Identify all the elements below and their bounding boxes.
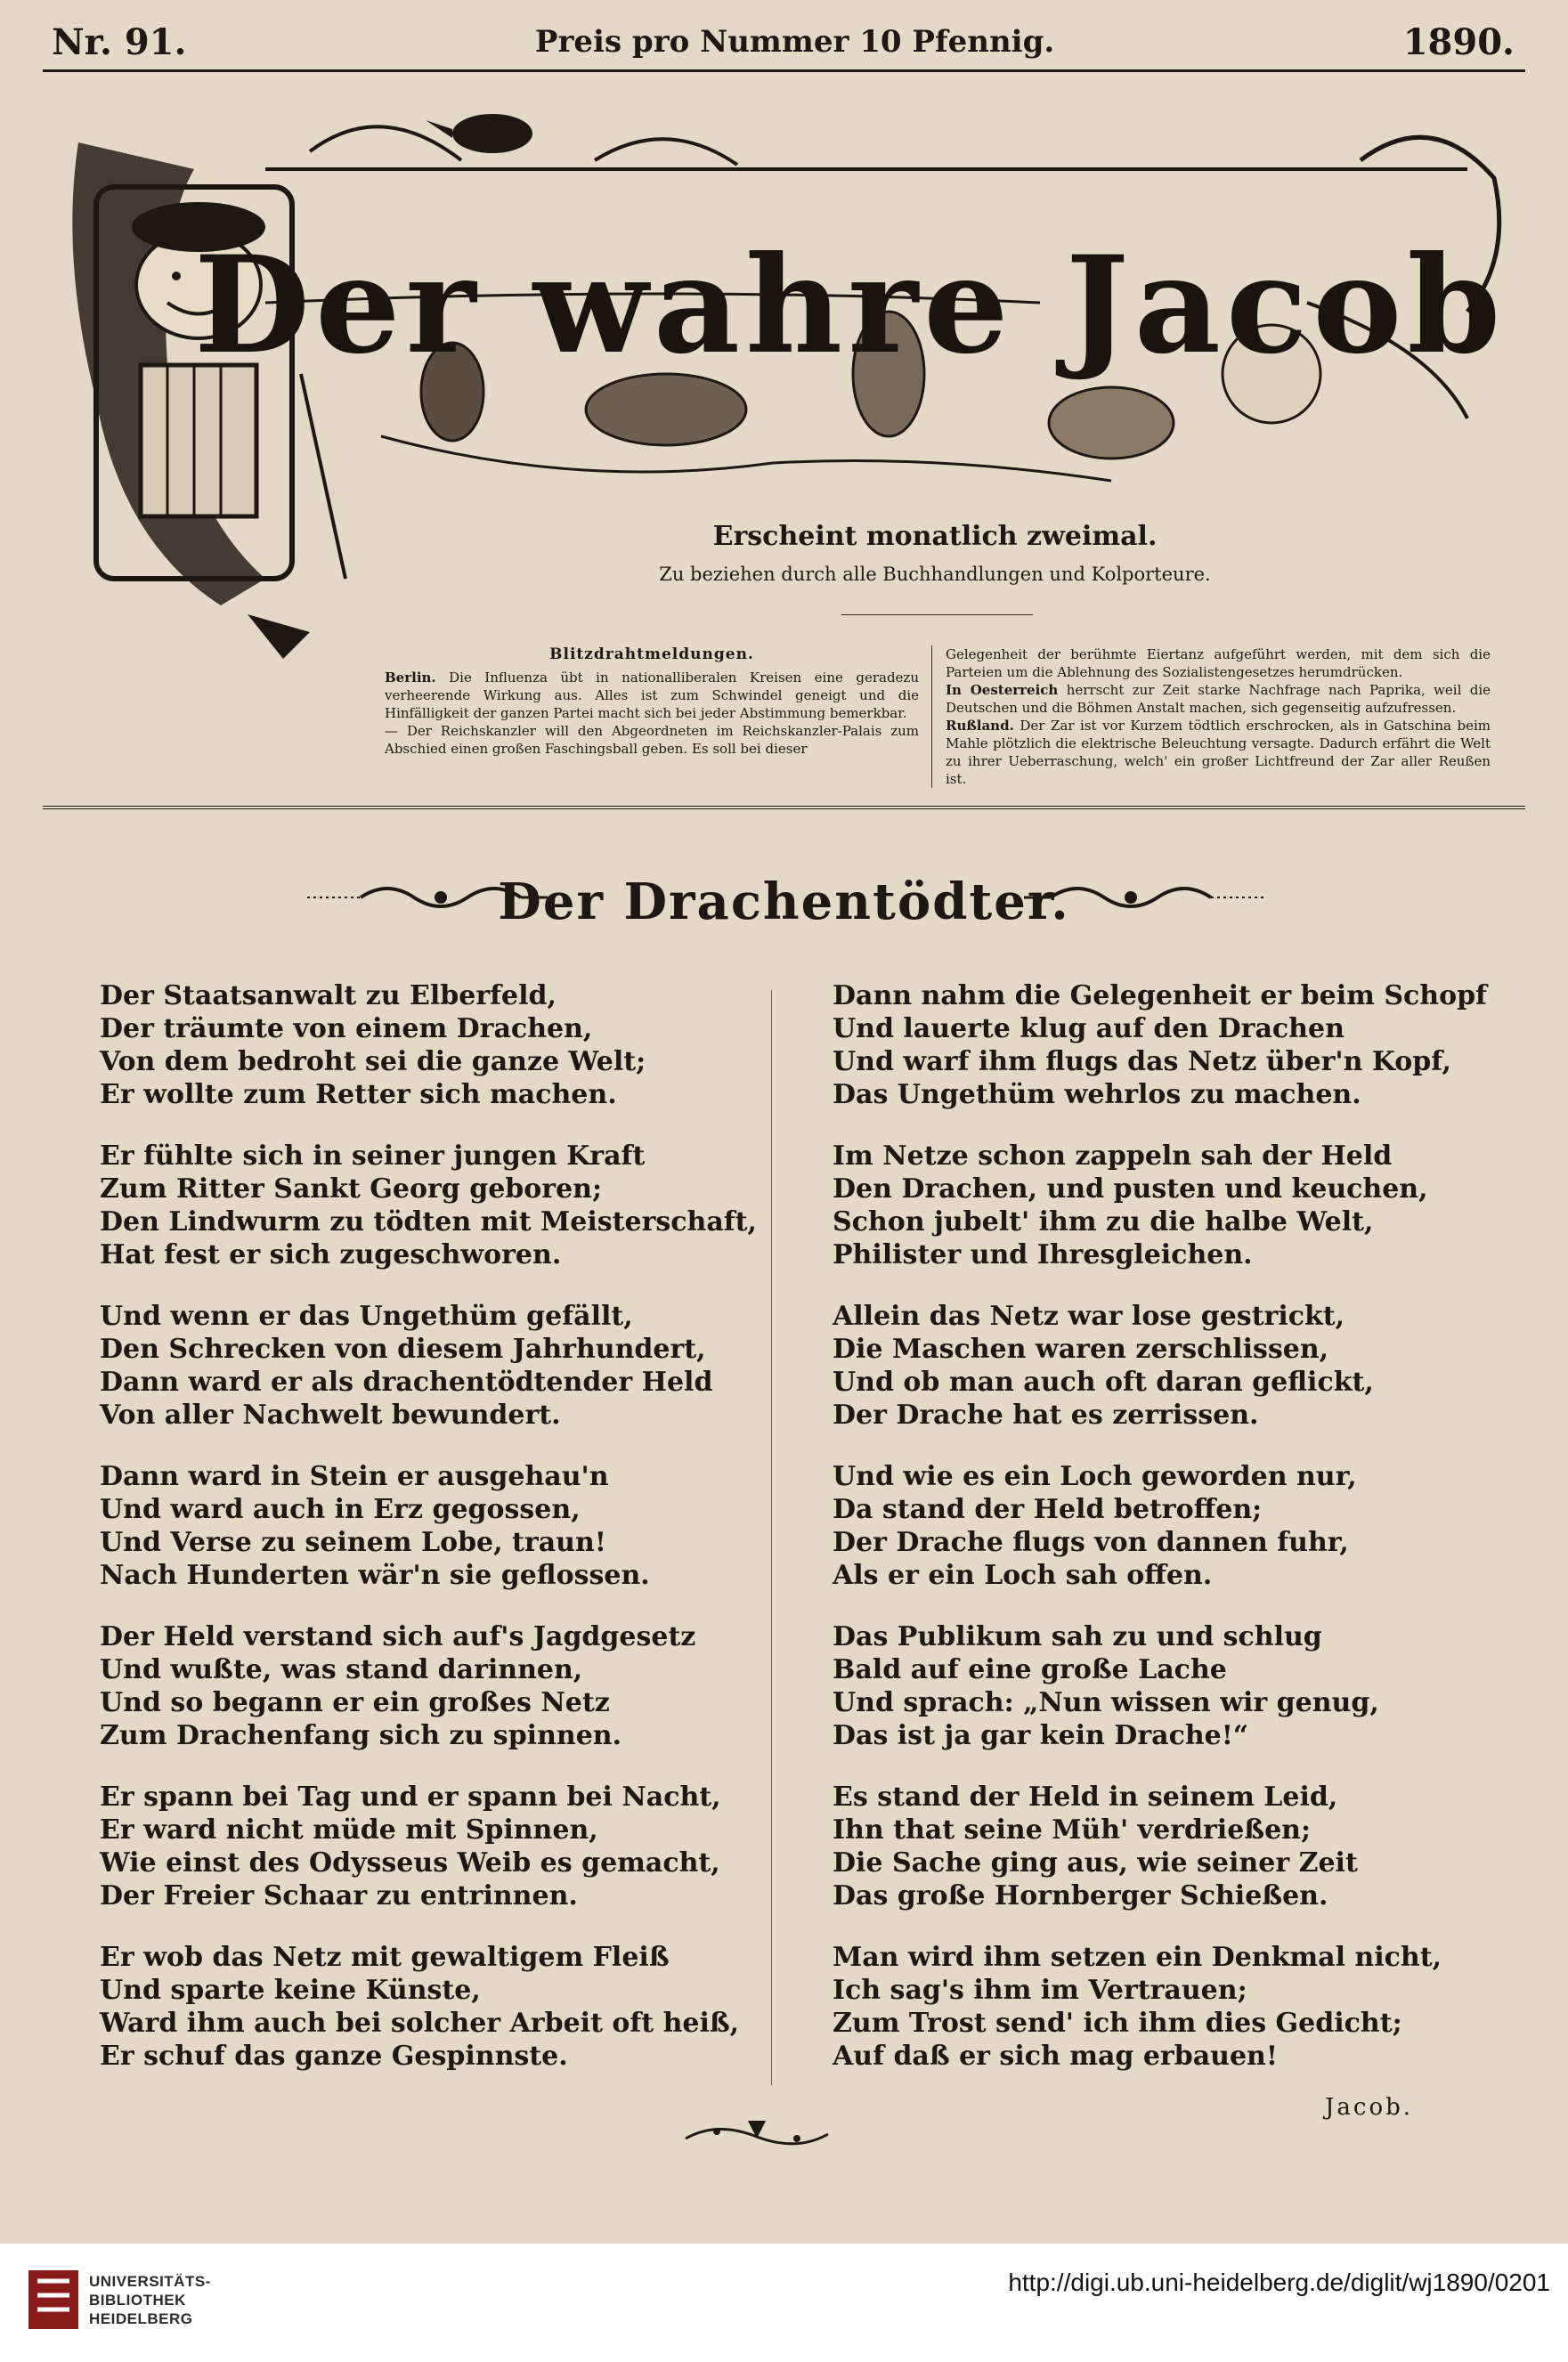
poem-line: Die Maschen waren zerschlissen, — [833, 1334, 1329, 1365]
poem-stanza — [833, 1781, 1483, 1912]
poem-line: Er ward nicht müde mit Spinnen, — [100, 1814, 598, 1846]
poem-line: Und wußte, was stand darinnen, — [100, 1654, 583, 1685]
column-divider — [771, 990, 772, 2085]
poem-line: Das große Hornberger Schießen. — [833, 1880, 1328, 1912]
poem-stanza — [100, 1781, 741, 1912]
poem-stanza — [100, 1140, 757, 1271]
poem-stanza — [833, 1460, 1483, 1592]
news-heading: Blitzdrahtmeldungen. — [549, 645, 754, 663]
poem-line: Und wie es ein Loch geworden nur, — [833, 1461, 1357, 1492]
poem-line: Zum Ritter Sankt Georg geboren; — [100, 1173, 603, 1205]
poem-line: Dann ward in Stein er ausgehau'n — [100, 1461, 609, 1492]
news-item-text: herrscht zur Zeit starke Nachfrage nach Paprika, weil die Deutschen und die Böhmen Anstalt machen, sich gegenseitig aufzufressen. — [946, 682, 1491, 716]
header-rule — [43, 69, 1525, 72]
frequency-note: Erscheint monatlich zweimal. — [712, 521, 1158, 552]
issue-number: Nr. 91. — [52, 20, 187, 63]
poem-line: Er fühlte sich in seiner jungen Kraft — [100, 1140, 646, 1172]
poem-line: Er spann bei Tag und er spann bei Nacht, — [100, 1782, 721, 1813]
poem-line: Er schuf das ganze Gespinnste. — [100, 2041, 568, 2072]
library-footer — [0, 2244, 1568, 2362]
right-ornament-icon — [1024, 880, 1264, 915]
news-item — [385, 669, 919, 722]
poem-line: Der Drache flugs von dannen fuhr, — [833, 1527, 1349, 1558]
poem-line: Von aller Nachwelt bewundert. — [100, 1400, 561, 1431]
poem-stanza — [833, 1620, 1483, 1752]
poem-line: Ich sag's ihm im Vertrauen; — [833, 1975, 1247, 2006]
poem-line: Und sprach: „Nun wissen wir genug, — [833, 1687, 1379, 1718]
poem-line: Das Ungethüm wehrlos zu machen. — [833, 1079, 1361, 1110]
poem-line: Den Drachen, und pusten und keuchen, — [833, 1173, 1428, 1205]
poem-stanza — [833, 1941, 1483, 2073]
poem-line: Dann nahm die Gelegenheit er beim Schopf — [833, 980, 1487, 1011]
poem-line: Der Staatsanwalt zu Elberfeld, — [100, 980, 557, 1011]
poem-stanza — [100, 1460, 741, 1592]
news-item-text: Die Influenza übt in nationalliberalen Kreisen eine geradezu verheerende Wirkung aus. Alles ist zum Schwindel geneigt und die Hinfälligkeit der ganzen Partei macht sich bei jeder Abstimmung bemerkbar. — [385, 670, 919, 721]
poem-line: Zum Drachenfang sich zu spinnen. — [100, 1720, 622, 1751]
poem-line: Und Verse zu seinem Lobe, traun! — [100, 1527, 606, 1558]
library-name-line: BIBLIOTHEK — [89, 2292, 186, 2309]
poem-stanza — [100, 1941, 741, 2073]
poem-line: Es stand der Held in seinem Leid, — [833, 1782, 1338, 1813]
poem-line: Und so begann er ein großes Netz — [100, 1687, 610, 1718]
news-item — [946, 645, 1491, 681]
poem-stanza — [100, 1620, 741, 1752]
poem-line: Nach Hunderten wär'n sie geflossen. — [100, 1560, 650, 1591]
poem-line: Und warf ihm flugs das Netz über'n Kopf, — [833, 1046, 1451, 1077]
poem-line: Der Freier Schaar zu entrinnen. — [100, 1880, 578, 1912]
news-column-left — [385, 645, 919, 758]
poem-line: Wie einst des Odysseus Weib es gemacht, — [100, 1847, 720, 1879]
library-name — [89, 2272, 211, 2328]
news-item — [385, 722, 919, 758]
poem-line: Bald auf eine große Lache — [833, 1654, 1227, 1685]
poem-column-left — [100, 979, 757, 2101]
poem-line: Auf daß er sich mag erbauen! — [833, 2041, 1279, 2072]
poem-stanza — [100, 979, 741, 1111]
library-name-line: UNIVERSITÄTS- — [89, 2273, 211, 2290]
poem-title-text: Der Drachentödter. — [498, 873, 1070, 931]
university-seal-icon — [27, 2269, 80, 2331]
poem-line: Die Sache ging aus, wie seiner Zeit — [833, 1847, 1358, 1879]
poem-line: Man wird ihm setzen ein Denkmal nicht, — [833, 1942, 1442, 1973]
poem-column-right — [833, 979, 1487, 2101]
news-item-text: Gelegenheit der berühmte Eiertanz aufgeführt werden, mit dem sich die Parteien um die Ablehnung des Sozialistengesetzes herumdrücken. — [946, 646, 1491, 680]
poem-line: Als er ein Loch sah offen. — [833, 1560, 1213, 1591]
poem-line: Den Schrecken von diesem Jahrhundert, — [100, 1334, 706, 1365]
poem-line: Dann ward er als drachentödtender Held — [100, 1367, 713, 1398]
library-name-line: HEIDELBERG — [89, 2310, 193, 2327]
poem-line: Ihn that seine Müh' verdrießen; — [833, 1814, 1312, 1846]
poem-title — [0, 873, 1568, 931]
poem-line: Der Drache hat es zerrissen. — [833, 1400, 1259, 1431]
subtitle-rule — [841, 614, 1033, 615]
poem-line: Und sparte keine Künste, — [100, 1975, 481, 2006]
issue-price: Preis pro Nummer 10 Pfennig. — [534, 24, 1055, 60]
news-item — [946, 681, 1491, 717]
tail-ornament-icon — [681, 2112, 833, 2156]
poem-stanza — [833, 1300, 1483, 1432]
poem-line: Von dem bedroht sei die ganze Welt; — [100, 1046, 646, 1077]
section-rule — [43, 806, 1525, 813]
news-item — [946, 717, 1491, 788]
poem-line: Da stand der Held betroffen; — [833, 1494, 1263, 1525]
poem-line: Allein das Netz war lose gestrickt, — [833, 1301, 1345, 1332]
poem-line: Und wenn er das Ungethüm gefällt, — [100, 1301, 633, 1332]
poem-line: Hat fest er sich zugeschworen. — [100, 1239, 562, 1270]
poem-line: Den Lindwurm zu tödten mit Meisterschaft, — [100, 1206, 757, 1238]
poem-line: Und ward auch in Erz gegossen, — [100, 1494, 581, 1525]
poem-line: Er wob das Netz mit gewaltigem Fleiß — [100, 1942, 670, 1973]
news-item-lead: In Oesterreich — [946, 682, 1059, 698]
poem-author: Jacob. — [1325, 2094, 1414, 2121]
poem-line: Der träumte von einem Drachen, — [100, 1013, 593, 1044]
poem-stanza — [833, 979, 1487, 1111]
poem-line: Und ob man auch oft daran geflickt, — [833, 1367, 1374, 1398]
news-item-text: Der Zar ist vor Kurzem tödtlich erschrocken, als in Gatschina beim Mahle plötzlich die elektrische Beleuchtung versagte. Dadurch erfährt die Welt zu ihrer Ueberraschung, welch' ein großer Lichtfreund der Zar aller Reußen ist. — [946, 718, 1491, 787]
news-column-right — [946, 645, 1491, 788]
poem-line: Der Held verstand sich auf's Jagdgesetz — [100, 1621, 696, 1652]
poem-line: Im Netze schon zappeln sah der Held — [833, 1140, 1393, 1172]
distribution-note: Zu beziehen durch alle Buchhandlungen und Kolporteure. — [659, 564, 1211, 585]
poem-line: Zum Trost send' ich ihm dies Gedicht; — [833, 2008, 1402, 2039]
poem-line: Das Publikum sah zu und schlug — [833, 1621, 1322, 1652]
poem-stanza — [100, 1300, 741, 1432]
poem-line: Und lauerte klug auf den Drachen — [833, 1013, 1345, 1044]
poem-stanza — [833, 1140, 1483, 1271]
news-divider — [931, 645, 932, 788]
header-line — [52, 20, 1515, 64]
poem-line: Schon jubelt' ihm zu die halbe Welt, — [833, 1206, 1374, 1238]
news-item-text: — Der Reichskanzler will den Abgeordneten im Reichskanzler-Palais zum Abschied einen großen Faschingsball geben. Es soll bei dieser — [385, 723, 919, 757]
news-item-lead: Berlin. — [385, 670, 436, 686]
poem-line: Philister und Ihresgleichen. — [833, 1239, 1253, 1270]
poem-line: Er wollte zum Retter sich machen. — [100, 1079, 617, 1110]
poem-line: Ward ihm auch bei solcher Arbeit oft heiß, — [100, 2008, 740, 2039]
masthead-title: Der wahre Jacob — [194, 227, 1507, 384]
source-url-link[interactable]: http://digi.ub.uni-heidelberg.de/diglit/wj1890/0201 — [1008, 2269, 1550, 2296]
poem-line: Das ist ja gar kein Drache!“ — [833, 1720, 1249, 1751]
issue-year: 1890. — [1402, 20, 1515, 63]
news-item-lead: Rußland. — [946, 718, 1014, 734]
